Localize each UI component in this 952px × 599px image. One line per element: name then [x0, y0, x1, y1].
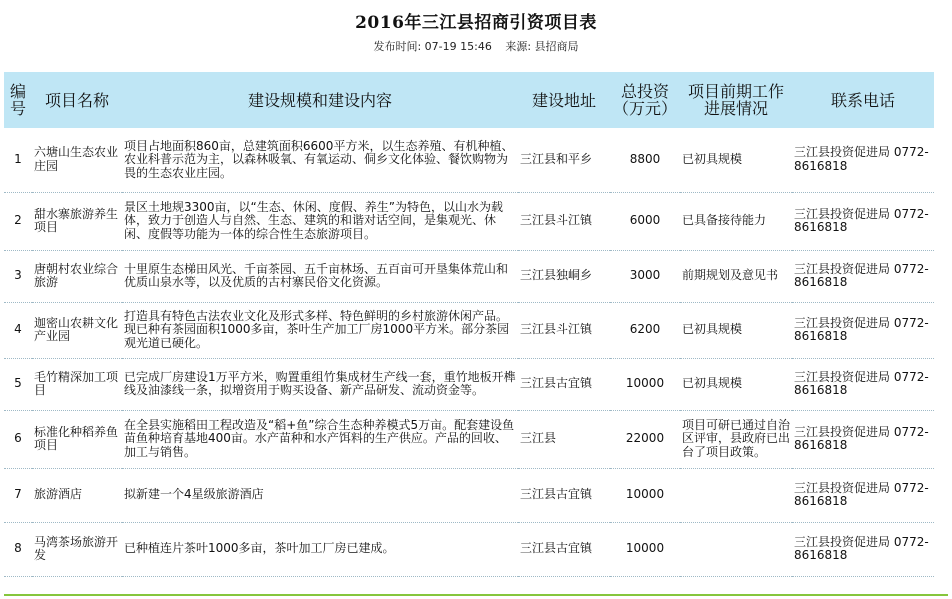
header-name: 项目名称 — [32, 72, 122, 128]
row-investment: 8800 — [629, 152, 661, 166]
row-location: 三江县古宜镇 — [520, 541, 593, 556]
row-investment: 10000 — [625, 487, 665, 502]
row-contact: 三江县投资促进局 0772-8616818 — [794, 206, 929, 234]
row-name: 马湾茶场旅游开发 — [34, 534, 119, 562]
row-investment: 22000 — [625, 431, 665, 446]
row-contact: 三江县投资促进局 0772-8616818 — [794, 261, 929, 289]
header-content: 建设规模和建设内容 — [122, 72, 518, 128]
row-content: 在全县实施稻田工程改造及“稻+鱼”综合生态种养模式5万亩。配套建设鱼苗鱼种培育基地400亩。水产苗种和水产饵料的生产供应。产品的回收、加工与销售。 — [124, 417, 515, 459]
row-location: 三江县独峒乡 — [520, 268, 593, 283]
row-contact: 三江县投资促进局 0772-8616818 — [794, 369, 929, 397]
row-investment: 6000 — [629, 213, 661, 228]
row-progress: 已具备接待能力 — [682, 213, 767, 228]
row-no: 6 — [14, 431, 22, 446]
table-row — [4, 468, 934, 522]
row-no: 2 — [14, 213, 22, 228]
row-location: 三江县古宜镇 — [520, 487, 593, 502]
row-progress: 前期规划及意见书 — [682, 268, 779, 283]
bottom-divider — [4, 594, 948, 596]
row-progress: 已初具规模 — [682, 152, 743, 166]
row-contact: 三江县投资促进局 0772-8616818 — [794, 145, 929, 173]
row-location: 三江县斗江镇 — [520, 322, 593, 337]
header-contact: 联系电话 — [792, 72, 934, 128]
row-no: 1 — [14, 152, 22, 166]
row-name: 毛竹精深加工项目 — [34, 369, 119, 397]
header-progress: 项目前期工作进展情况 — [680, 72, 792, 128]
row-contact: 三江县投资促进局 0772-8616818 — [794, 480, 929, 508]
table-row — [4, 302, 934, 358]
publish-meta — [0, 38, 952, 54]
row-location: 三江县古宜镇 — [520, 376, 593, 391]
row-no: 5 — [14, 376, 22, 391]
row-content: 打造具有特色古法农业文化及形式多样、特色鲜明的乡村旅游休闲产品。现已种有茶园面积1000多亩，茶叶生产加工厂房1000平方米。部分茶园观光道已硬化。 — [124, 308, 510, 350]
row-progress — [680, 522, 792, 576]
row-content: 拟新建一个4星级旅游酒店 — [124, 487, 264, 502]
table-header-row — [4, 72, 934, 128]
row-investment: 6200 — [629, 322, 661, 337]
row-contact: 三江县投资促进局 0772-8616818 — [794, 424, 929, 452]
row-contact: 三江县投资促进局 0772-8616818 — [794, 315, 929, 343]
row-no: 8 — [14, 541, 22, 556]
row-progress: 项目可研已通过自治区评审，县政府已出台了项目政策。 — [682, 417, 791, 459]
table-row — [4, 250, 934, 302]
row-location: 三江县斗江镇 — [520, 213, 593, 228]
publish-time: 发布时间: 07-19 15:46 — [373, 40, 492, 53]
table-row — [4, 192, 934, 250]
table-row — [4, 358, 934, 410]
row-no: 3 — [14, 268, 22, 283]
header-investment: 总投资（万元） — [610, 72, 680, 128]
project-table — [4, 72, 934, 577]
row-no: 4 — [14, 322, 22, 337]
table-row — [4, 128, 934, 192]
page-title: 2016年三江县招商引资项目表 — [355, 13, 597, 33]
row-progress: 已初具规模 — [682, 376, 743, 391]
row-progress — [680, 468, 792, 522]
row-location: 三江县 — [520, 431, 557, 446]
row-content: 已完成厂房建设1万平方米，购置重组竹集成材生产线一套，重竹地板开榫线及油漆线一条，拟增资用于购买设备、新产品研发、流动资金等。 — [124, 369, 516, 397]
row-location: 三江县和平乡 — [520, 152, 593, 166]
row-name: 标准化种稻养鱼项目 — [34, 424, 119, 452]
row-name: 旅游酒店 — [34, 487, 83, 502]
header-location: 建设地址 — [518, 72, 610, 128]
row-contact: 三江县投资促进局 0772-8616818 — [794, 534, 929, 562]
table-row — [4, 410, 934, 468]
row-content: 景区土地规3300亩，以“生态、休闲、度假、养生”为特色，以山水为载体，致力于创造人与自然、生态、建筑的和谐对话空间，是集观光、休闲、度假等功能为一体的综合性生态旅游项目。 — [124, 199, 503, 241]
header-no: 编号 — [4, 72, 32, 128]
table-row — [4, 522, 934, 576]
row-content: 十里原生态梯田风光、千亩茶园、五千亩林场、五百亩可开垦集体荒山和优质山泉水等，以及优质的古村寨民俗文化资源。 — [124, 261, 509, 289]
row-name: 六塘山生态农业庄园 — [34, 145, 119, 173]
row-no: 7 — [14, 487, 22, 502]
publish-source: 来源: 县招商局 — [505, 40, 579, 53]
row-progress: 已初具规模 — [682, 322, 743, 337]
row-investment: 3000 — [629, 268, 661, 283]
row-content: 项目占地面积860亩，总建筑面积6600平方米，以生态养殖、有机种植、农业科普示范为主，以森林吸氧、有氧运动、侗乡文化体验、餐饮购物为畏的生态农业庄园。 — [124, 138, 514, 180]
row-investment: 10000 — [625, 376, 665, 391]
row-investment: 10000 — [625, 541, 665, 556]
row-name: 唐朝村农业综合旅游 — [34, 261, 119, 289]
row-name: 甜水寨旅游养生项目 — [34, 206, 119, 234]
row-content: 已种植连片茶叶1000多亩，茶叶加工厂房已建成。 — [124, 541, 395, 556]
row-name: 迦密山农耕文化产业园 — [34, 315, 119, 343]
